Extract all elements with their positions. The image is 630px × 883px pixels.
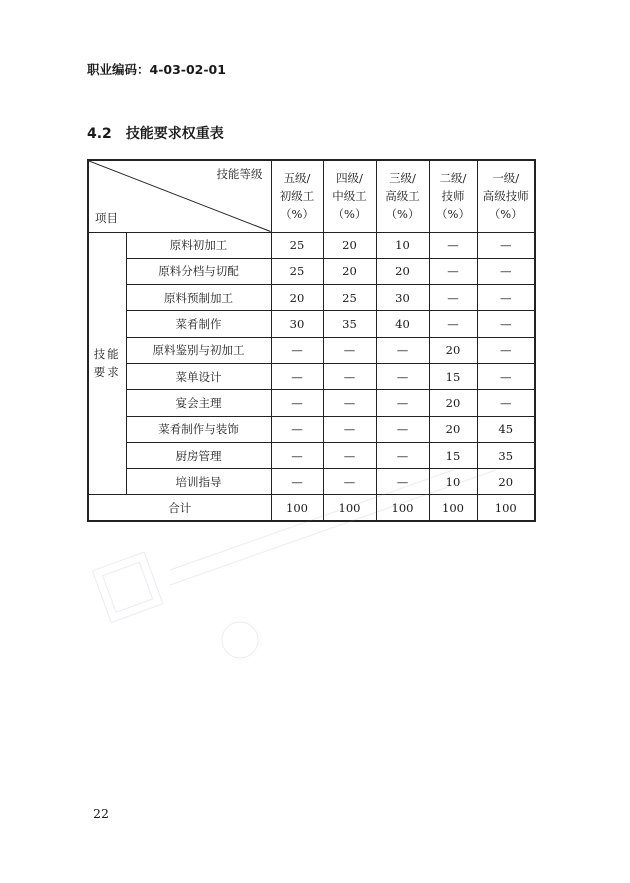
table-row (88, 337, 535, 363)
total-cell: 100 (376, 495, 429, 521)
weight-cell: 10 (376, 232, 429, 258)
weight-cell: — (323, 337, 376, 363)
group-label-line2: 要求 (93, 365, 121, 380)
level-grade: 五级/ (283, 171, 311, 186)
weight-cell: 30 (376, 285, 429, 311)
total-cell: 100 (323, 495, 376, 521)
corner-header-cell (88, 160, 271, 232)
skill-group-cell (88, 232, 126, 495)
item-name: 培训指导 (126, 469, 271, 495)
skill-weight-table (87, 159, 536, 522)
item-name: 宴会主理 (126, 390, 271, 416)
weight-cell: — (477, 363, 535, 389)
item-name: 菜肴制作与装饰 (126, 416, 271, 442)
section-heading (87, 123, 224, 143)
table-row (88, 390, 535, 416)
total-cell: 100 (477, 495, 535, 521)
item-name: 菜单设计 (126, 363, 271, 389)
weight-cell: — (271, 390, 323, 416)
weight-cell: — (323, 363, 376, 389)
weight-cell: — (477, 337, 535, 363)
weight-cell: — (429, 311, 477, 337)
total-cell: 100 (429, 495, 477, 521)
level-header-4 (323, 160, 376, 232)
weight-cell: 20 (323, 258, 376, 284)
corner-item-label: 项目 (95, 210, 118, 225)
weight-cell: — (477, 232, 535, 258)
item-name: 原料初加工 (126, 232, 271, 258)
weight-cell: 15 (429, 442, 477, 468)
weight-cell: — (271, 416, 323, 442)
section-number: 4.2 (87, 126, 112, 142)
table-row (88, 416, 535, 442)
weight-cell: — (376, 363, 429, 389)
level-title: 中级工 (332, 189, 367, 204)
level-grade: 三级/ (389, 171, 416, 186)
page-number: 22 (93, 806, 109, 821)
weight-cell: — (477, 285, 535, 311)
level-unit: （%） (436, 207, 470, 222)
weight-cell: — (376, 416, 429, 442)
weight-cell: 20 (271, 285, 323, 311)
level-header-5 (271, 160, 323, 232)
weight-cell: — (477, 311, 535, 337)
weight-cell: — (271, 442, 323, 468)
level-grade: 四级/ (336, 171, 363, 186)
level-header-2 (429, 160, 477, 232)
table-row (88, 258, 535, 284)
level-title: 初级工 (279, 189, 315, 204)
item-name: 原料鉴别与初加工 (126, 337, 271, 363)
item-name: 厨房管理 (126, 442, 271, 468)
weight-cell: 10 (429, 469, 477, 495)
weight-cell: 15 (429, 363, 477, 389)
section-title: 技能要求权重表 (125, 126, 224, 142)
weight-cell: 35 (323, 311, 376, 337)
group-label-line1: 技能 (93, 347, 121, 362)
weight-cell: 20 (323, 232, 376, 258)
weight-cell: — (323, 416, 376, 442)
level-title: 高级工 (385, 189, 420, 204)
weight-cell: — (376, 442, 429, 468)
weight-cell: — (376, 337, 429, 363)
level-header-1 (477, 160, 535, 232)
weight-cell: 35 (477, 442, 535, 468)
weight-cell: — (323, 442, 376, 468)
level-unit: （%） (488, 207, 523, 222)
weight-cell: 30 (271, 311, 323, 337)
weight-cell: — (323, 390, 376, 416)
occupation-code: 职业编码：4-03-02-01 (87, 62, 226, 77)
weight-cell: — (323, 469, 376, 495)
weight-cell: 25 (271, 258, 323, 284)
watermark-logo (90, 470, 540, 680)
weight-cell: — (376, 469, 429, 495)
corner-level-label: 技能等级 (216, 167, 263, 181)
item-name: 原料分档与切配 (126, 258, 271, 284)
weight-cell: 20 (429, 337, 477, 363)
weight-cell: — (429, 285, 477, 311)
weight-cell: 20 (429, 416, 477, 442)
weight-cell: — (477, 390, 535, 416)
table-row (88, 232, 535, 258)
item-name: 原料预制加工 (126, 285, 271, 311)
table-row (88, 363, 535, 389)
table-row (88, 311, 535, 337)
weight-cell: — (477, 258, 535, 284)
table-row (88, 442, 535, 468)
table-row (88, 285, 535, 311)
weight-cell: 20 (376, 258, 429, 284)
weight-cell: 45 (477, 416, 535, 442)
weight-cell: 20 (477, 469, 535, 495)
weight-cell: 40 (376, 311, 429, 337)
level-unit: （%） (385, 207, 420, 222)
weight-cell: — (271, 469, 323, 495)
weight-cell: — (429, 232, 477, 258)
weight-cell: — (376, 390, 429, 416)
level-title: 高级技师 (482, 189, 529, 204)
weight-cell: — (429, 258, 477, 284)
weight-cell: 20 (429, 390, 477, 416)
level-header-3 (376, 160, 429, 232)
weight-cell: 25 (271, 232, 323, 258)
level-title: 技师 (441, 189, 465, 204)
header-row (88, 160, 535, 232)
level-grade: 二级/ (439, 171, 467, 186)
item-name: 菜肴制作 (126, 311, 271, 337)
level-unit: （%） (332, 207, 367, 222)
total-cell: 100 (271, 495, 323, 521)
weight-cell: 25 (323, 285, 376, 311)
weight-cell: — (271, 363, 323, 389)
weight-cell: — (271, 337, 323, 363)
level-unit: （%） (280, 207, 314, 222)
total-label: 合计 (88, 495, 271, 521)
level-grade: 一级/ (492, 171, 520, 186)
